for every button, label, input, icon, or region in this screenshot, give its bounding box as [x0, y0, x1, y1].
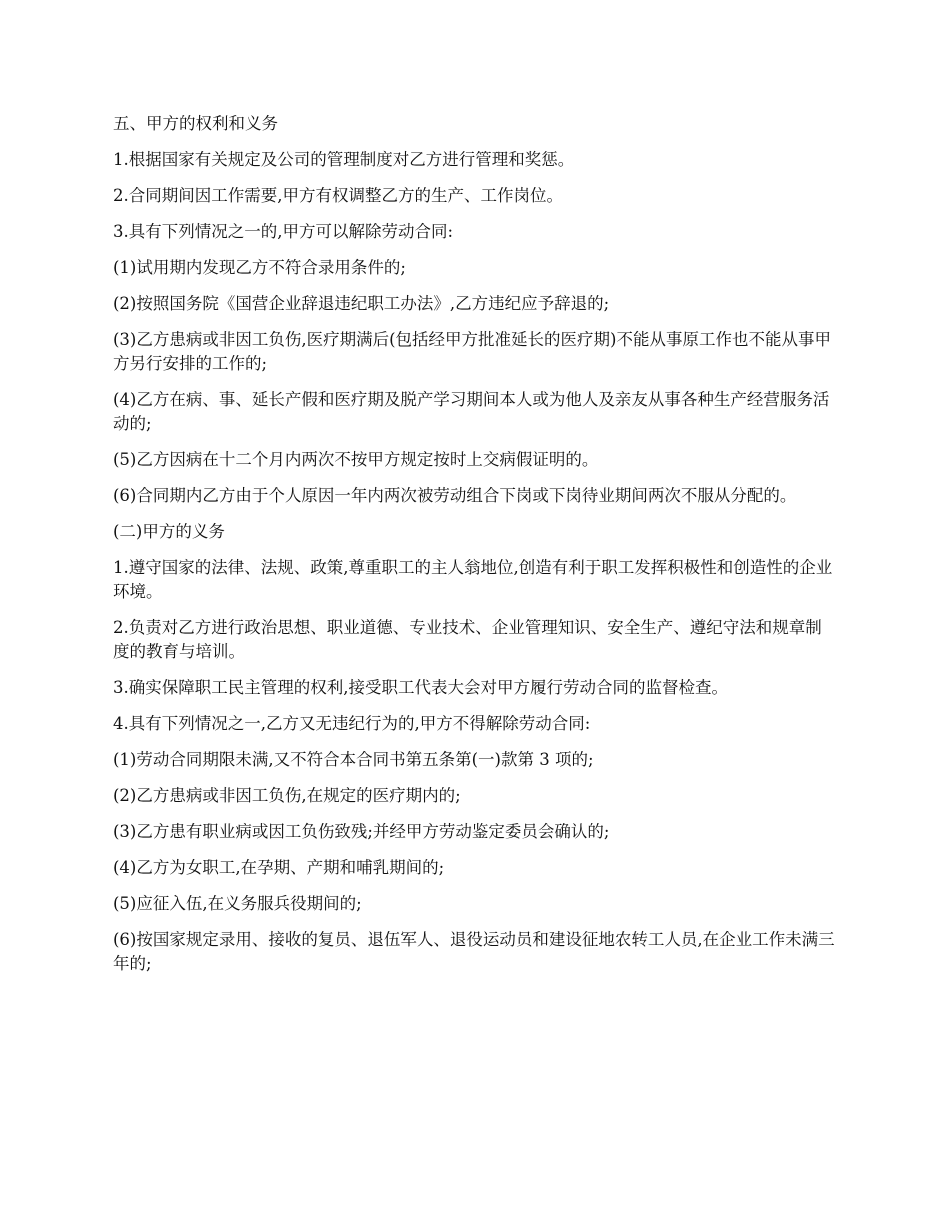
- list-item: (6)合同期内乙方由于个人原因一年内两次被劳动组合下岗或下岗待业期间两次不服从分配的。: [113, 486, 797, 505]
- list-item: (1)劳动合同期限未满,又不符合本合同书第五条第(一)款第 3 项的;: [113, 750, 594, 769]
- list-item: (4)乙方在病、事、延长产假和医疗期及脱产学习期间本人或为他人及亲友从事各种生产经营服务活动的;: [113, 390, 830, 433]
- paragraph: 3.确实保障职工民主管理的权利,接受职工代表大会对甲方履行劳动合同的监督检查。: [113, 678, 728, 697]
- paragraph: 3.具有下列情况之一的,甲方可以解除劳动合同:: [113, 222, 454, 241]
- paragraph: 2.负责对乙方进行政治思想、职业道德、专业技术、企业管理知识、安全生产、遵纪守法和规章制度的教育与培训。: [113, 618, 822, 661]
- paragraph: 2.合同期间因工作需要,甲方有权调整乙方的生产、工作岗位。: [113, 186, 563, 205]
- list-item: (2)乙方患病或非因工负伤,在规定的医疗期内的;: [113, 786, 461, 805]
- section-heading: 五、甲方的权利和义务: [113, 114, 278, 133]
- paragraph: 4.具有下列情况之一,乙方又无违纪行为的,甲方不得解除劳动合同:: [113, 714, 591, 733]
- list-item: (3)乙方患病或非因工负伤,医疗期满后(包括经甲方批准延长的医疗期)不能从事原工作也不能从事甲方另行安排的工作的;: [113, 330, 831, 373]
- subsection-heading: (二)甲方的义务: [113, 522, 225, 541]
- list-item: (2)按照国务院《国营企业辞退违纪职工办法》,乙方违纪应予辞退的;: [113, 294, 610, 313]
- list-item: (3)乙方患有职业病或因工负伤致残;并经甲方劳动鉴定委员会确认的;: [113, 822, 610, 841]
- document-body: [113, 112, 837, 988]
- paragraph: 1.根据国家有关规定及公司的管理制度对乙方进行管理和奖惩。: [113, 150, 575, 169]
- list-item: (5)应征入伍,在义务服兵役期间的;: [113, 894, 362, 913]
- paragraph: 1.遵守国家的法律、法规、政策,尊重职工的主人翁地位,创造有利于职工发挥积极性和创造性的企业环境。: [113, 558, 833, 601]
- list-item: (5)乙方因病在十二个月内两次不按甲方规定按时上交病假证明的。: [113, 450, 599, 469]
- list-item: (6)按国家规定录用、接收的复员、退伍军人、退役运动员和建设征地农转工人员,在企业工作未满三年的;: [113, 930, 835, 973]
- list-item: (4)乙方为女职工,在孕期、产期和哺乳期间的;: [113, 858, 445, 877]
- list-item: (1)试用期内发现乙方不符合录用条件的;: [113, 258, 406, 277]
